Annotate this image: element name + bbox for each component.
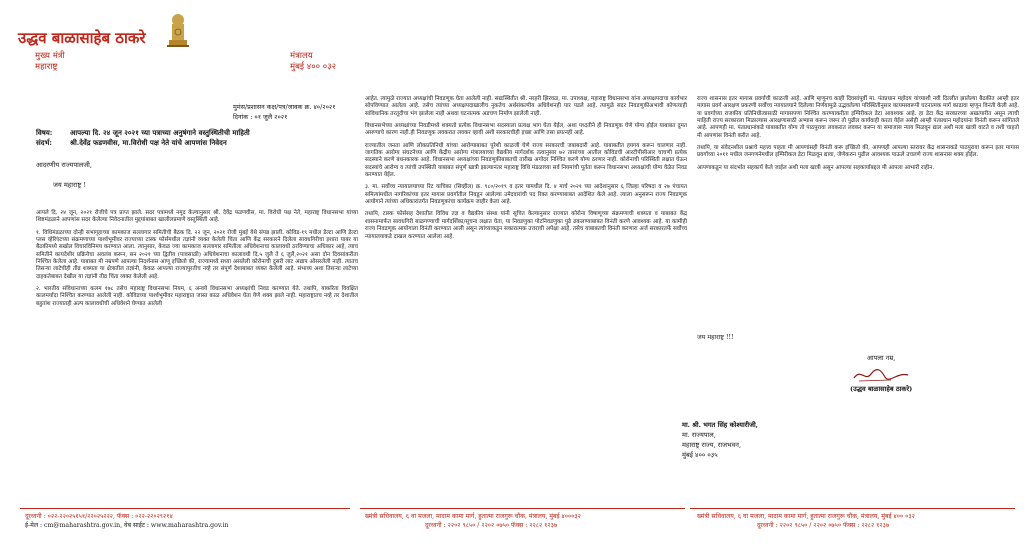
closing-line: जय महाराष्ट्र !!! bbox=[697, 334, 734, 341]
footer-email[interactable]: ई-मेल : cm@maharashtra.gov.in, वेब साईट : www.maharashtra.gov.in bbox=[25, 522, 229, 529]
addressee-line: मा. राज्यपाल, bbox=[682, 431, 716, 439]
paragraph: तथापि, टास्क फोर्ससह देशातील विविध तज्ञ व वैद्यकीय संस्था यांनी सूचित केल्यानुसार राज्यात कोरोना विषाणूच्या संक्रमणाची शक्यता व याबाबत केंद्र शासनामार्फत सावधगिरी बाळगण्याची मार्गदर्शिका/सूचना लक्षात घेता, या निवडणुका पोटनिवडणुका पुढे ढकलण्याबाबत विनंती करणे आवश्यक आहे. या कामीही राज्य निवडणूक आयोगाला विनंती करण्यात आली असून त्यांच्याकडून सकारात्मक उत्तराची अपेक्षा आहे. तसेच याबाबतची विनंती करणारा अर्ज सरकारतर्फे सर्वोच्च न्यायालयाकडे दाखल करण्यात आलेला आहे. bbox=[365, 211, 687, 240]
footer-address-text-2: ख्मंत्री सचिवालय, ६ वा मजला, मादाम कामा मार्ग, हुतात्मा राजगुरू चौक, मंत्रालय, मुंबई ४०० ०३२ bbox=[697, 513, 915, 520]
letterhead-name: उद्धव बाळासाहेब ठाकरे bbox=[18, 29, 146, 47]
reference-block bbox=[233, 102, 336, 122]
letterhead-address bbox=[290, 51, 336, 73]
footer-phone: दूरध्वनी : ०२२-२२०२५१५१/२२०२५२२२, फॅक्स : ०२२-२२०२९२१४ bbox=[25, 513, 173, 520]
letterhead-titles bbox=[35, 51, 65, 73]
paragraph: आपणाकडून या संदर्भात सहकार्य केले जाईल अशी मला खात्री असून आपल्या सहकार्याबद्दल मी आपला आभारी राहीन. bbox=[697, 164, 935, 171]
yours-truly: आपला नम्र, bbox=[866, 354, 896, 362]
addressee-name: मा. श्री. भगत सिंह कोश्यारीजी, bbox=[682, 421, 758, 429]
footer-divider bbox=[690, 508, 1015, 509]
reference-number: मुमंस/प्रशासन कक्ष/पत्र/जावक क्र. ४०/२०२१ bbox=[233, 103, 336, 111]
letterhead-right-2: मुंबई ४०० ०३२ bbox=[290, 62, 337, 72]
footer-address-2 bbox=[697, 512, 915, 530]
subject-label: विषय: bbox=[36, 128, 53, 137]
letterhead-title-2: महाराष्ट्र bbox=[35, 62, 58, 72]
addressee-block bbox=[682, 420, 758, 460]
letterhead-title-1: मुख्य मंत्री bbox=[35, 51, 65, 61]
ashoka-emblem-icon bbox=[163, 10, 193, 50]
greeting: जय महाराष्ट्र ! bbox=[53, 181, 86, 189]
footer-phone-3: दूरध्वनी : २२०२ ९८५० / २२०२ ०७५० फॅक्स : २२८२ १२३७ bbox=[757, 522, 890, 529]
letterhead-right-1: मंत्रालय bbox=[290, 51, 313, 61]
addressee-line: महाराष्ट्र राज्य, राजभवन, bbox=[682, 441, 742, 449]
ref-label: संदर्भ: bbox=[36, 138, 52, 147]
paragraph: १. विधिमंडळाच्या दोन्ही सभागृहाच्या कामकाज सल्लागार समितीची बैठक दि. २२ जून, २०२१ रोजी मुंबई येथे संपन्न झाली. कोविड-१९ मधील डेल्टा आणि डेल्टा प्लस व्हेरिएंटच्या संक्रमणाच्या पार्श्वभूमीवर राज्याच्या टास्क फोर्समधील तज्ञांनी व्यक्त केलेली चिंता आणि केंद्र सरकारने दिलेला सावधगिरीचा इशारा याबर या बैठकीमध्ये सखोल विचारविनिमय करण्यात आला. त्यानुसार, केवळ ज्या कामकाज सल्लागार समितीला अधिवेशनाचा कालावधी ठरविण्याचा अधिकार आहे, त्याच समितीने कायदेशीर प्रक्रियेचा अवलंब करून, सन २०२१ च्या द्वितीय (पावसाळी) अधिवेशनाचा कालावधी दि.५ जुलै ते ६ जुलै,२०२१ असा दोन दिवसांकरीता निश्चित केलेला आहे. याबाबत मी नम्रपणे आपल्या निदर्शनास आणू इच्छितो की, राज्यामध्ये सध्या असलेली कोरोनाची दुसरी लाट अद्याप ओसरलेली नाही. त्यातच तिसऱ्या लाटेचीही तीव्र शक्यता या क्षेत्रातील तज्ञांनी, केवळ आपल्या राज्यापुरतीच नव्हे तर संपूर्ण देशाबाबत व्यक्त केलेली आहे. संभाव्य अशा तिसऱ्या लाटेच्या दाहकतेबाबत देखील या तज्ञांनी तीव्र चिंता व्यक्त केलेली आहे. bbox=[36, 229, 358, 280]
subject-text: आपल्या दि. २४ जून २०२१ च्या पत्राच्या अनुषंगाने वस्तुस्थितीची माहिती bbox=[70, 128, 250, 137]
footer-address-text: ख्मंत्री सचिवालय, ६ वा मजला, मादाम कामा मार्ग, हुतात्मा राजगुरू चौक, मंत्रालय, मुंबई ४०००३२ bbox=[365, 513, 581, 520]
paragraph: २. भारतीय संविधानाच्या कलम १७८ तसेच महाराष्ट्र विधानसभा नियम, ६ अन्वये विधानसभा अध्यक्षांची निवड करण्यात येते. तथापि, याकरिता विवक्षित कालमर्यादा निश्चित करण्यात आलेली नाही. कोविडच्या पार्श्वभूमीवर महाराष्ट्रात जास्त काळ अधिवेशन घेता येणे शक्य झाले नाही. महाराष्ट्रातच नव्हे तर देशातील बहुतांश राज्यातही अल्प कालावधीची अधिवेशने घेण्यात आलेली bbox=[36, 286, 358, 307]
footer-address bbox=[365, 512, 581, 530]
paragraph: तथापि, या संवेदनशील प्रश्नाचे महत्त्व पाहता मी आपणांसही विनंती करू इच्छितो की, आपणही आपल्या स्तरावर केंद्र शासनाकडे पाठपुरावा करून इतर मागास प्रवर्गाच्या २०११ मधील जनगणनेमधील इम्पिरीकल डेटा मिळवून द्यावा, जेणेकरुन पुढील आवश्यक पाऊले उचलणे राज्य शासनास शक्य होईल. bbox=[697, 145, 1019, 159]
column-3 bbox=[697, 96, 1019, 177]
reference-date: दिनांक : ०१ जुलै २०२१ bbox=[233, 113, 288, 121]
column-2 bbox=[365, 96, 687, 246]
footer-phone-2: दूरध्वनी : २२०२ ९८५० / २२०२ ०७५० फॅक्स : २२८२ १२३७ bbox=[425, 522, 558, 529]
paragraph: विधानसभेच्या अध्यक्षांच्या निवडीमध्ये शक्यतो प्रत्येक विधानसभा सदस्याला प्रत्यक्ष भाग घेता येईल, अशा पध्दतीने ही निवडणूक घेणे योग्य होईल याबाबत दुमत असण्याचे कारण नाही.ही निवडणूक लवकरात लवकर व्हावी अशी सरकारचीही इच्छा आणि तसा प्रयत्नही आहे. bbox=[365, 123, 687, 137]
addressee-line: मुंबई ४०० ०३५ bbox=[682, 451, 718, 459]
salutation: आदरणीय राज्यपालजी, bbox=[36, 161, 92, 169]
footer-divider bbox=[20, 508, 350, 509]
signature-block bbox=[850, 353, 912, 395]
footer-divider bbox=[360, 508, 685, 509]
signatory-name: (उद्धव बाळासाहेब ठाकरे) bbox=[850, 385, 913, 393]
subject-block bbox=[36, 128, 356, 148]
paragraph: आहेत. त्यामुळे राज्यात अध्यक्षांची निवडणूक घेता आलेली नाही. सद्यःस्थितीत श्री. नरहरी झिरवळ, मा. उपाध्यक्ष, महाराष्ट्र विधानसभा यांना अध्यक्षपदाचा कार्यभार सोपविण्यात आलेला आहे. तसेच त्यांच्या अध्यक्षपदाखालीच नुकतेच अर्थसंकल्पीय अधिवेशनही पार पडले आहे. त्यामुळे सदर निवडणुकीअभावी कोणत्याही सांविधानिक तरतूदीचा भंग झालेला नाही अथवा घटनात्मक अडचण निर्माण झालेली नाही. bbox=[365, 96, 687, 117]
signature-icon bbox=[851, 366, 911, 384]
footer-contact bbox=[25, 512, 229, 530]
column-1 bbox=[36, 210, 358, 313]
paragraph: राज्य शासनास इतर मागास प्रवर्गाची काळजी आहे. आणि म्हणूनच काही दिवसांपूर्वी मा. पंतप्रधान महोदय यांच्याशी नवी दिल्लीत झालेल्या बैठकीत आम्ही इतर मागास प्रवर्ग आरक्षण प्रकरणी सर्वोच्च न्यायालयाने दिलेल्या निर्णयामुळे उद्भवलेल्या परिस्थितीनुसार कायमस्वरूपी घटनात्मक मार्ग काढावा म्हणून विनंती केली आहे. या प्रवर्गाच्या राजकीय प्रतिनिधीत्वासाठी मागासपणा निश्चित करण्याकरीता इम्पिरीकल डेटा आवश्यक आहे. हा डेटा केंद्र सरकारच्या अखत्यारीत असून त्याची माहिती राज्य सरकारला मिळाल्यास आरक्षणासाठी अभ्यास करून जरूर तो पुढील कार्यवाही करता येईल असेही आम्ही पंतप्रधान महोदयांना विनंती करून सांगितले आहे. आपणही मा. पंतप्रधानांकडे याबाबतीत योग्य तो पाठपुरावा लवकरात लवकर करून या समाजास न्याय मिळवून द्याल अशी मला खात्री वाटते व तशी चाहतो मी आपणांस विनंती करीत आहे. bbox=[697, 96, 1019, 139]
ref-text: श्री.देवेंद्र फडणवीस, मा.विरोधी पक्ष नेते यांचे आपणांस निवेदन bbox=[70, 138, 227, 147]
paragraph: आपले दि. २४ जून, २०२१ रोजीचे पत्र प्राप्त झाले. सदर पत्रामध्ये नमूद केल्यानुसार श्री. देवेंद्र फडणवीस, मा. विरोधी पक्ष नेते, महाराष्ट्र विधानसभा यांच्या शिष्टमंडळाने आपणांस सदर केलेल्या निवेदनातील मुद्दयांबाबत खालीलप्रमाणे वस्तुस्थिती आहे. bbox=[36, 210, 358, 224]
paragraph: राज्यातील जनता आणि लोकप्रतिनिधी यांच्या आरोग्याबाबत पुरेशी काळजी घेणे राज्य सरकारची जबाबदारी आहे. याबाबतीत हयगय करून चालणार नाही. जागतिक आरोग्य संघटनेच्या आणि केंद्रीय आरोग्य मंत्रालयाच्या वैद्यकीय मार्गदर्शक तत्वानुसार ७२ तासांच्या आतील कोविडची आरटीपीसीआर चाचणी प्रत्येक सदस्याने करणे बंधनकारक आहे. विधानसभा अध्यक्षांच्या निवडणुकीबाबतची तारीख अगोदर निश्चित करणे योग्य ठरणार नाही. कोरोनाची परिस्थिती लक्षात घेऊन सदस्यांचे आरोग्य व त्यांची उपस्थिती याबाबत संपूर्ण खात्री झाल्यानंतर महाराष्ट्र विधि मंडळाच्या सर्व नियमांची पूर्तता करून विधानसभा अध्यक्षांची योग्य वेळेत निवड करण्यात येईल. bbox=[365, 142, 687, 179]
paragraph: ३. मा. सर्वोच्च न्यायालयाच्या रिट याचिका (सिव्हील) क्र. ९८०/२०१९ व इतर यामधील दि. ४ मार्च २०२१ च्या आदेशानुसार ६ जिल्हा परिषदा व २७ पंचायत समित्यांमधील नागरिकांच्या इतर मागास प्रवर्गातील निवडून आलेल्या उमेदवारांची पद रिक्त करण्याबाबत आदेशित केले आहे. त्याला अनुसरून राज्य निवडणूक आयोगाने त्यांच्या अधिकारांतर्गत निवडणुकांचा कार्यक्रम जाहीर केला आहे. bbox=[365, 184, 687, 206]
